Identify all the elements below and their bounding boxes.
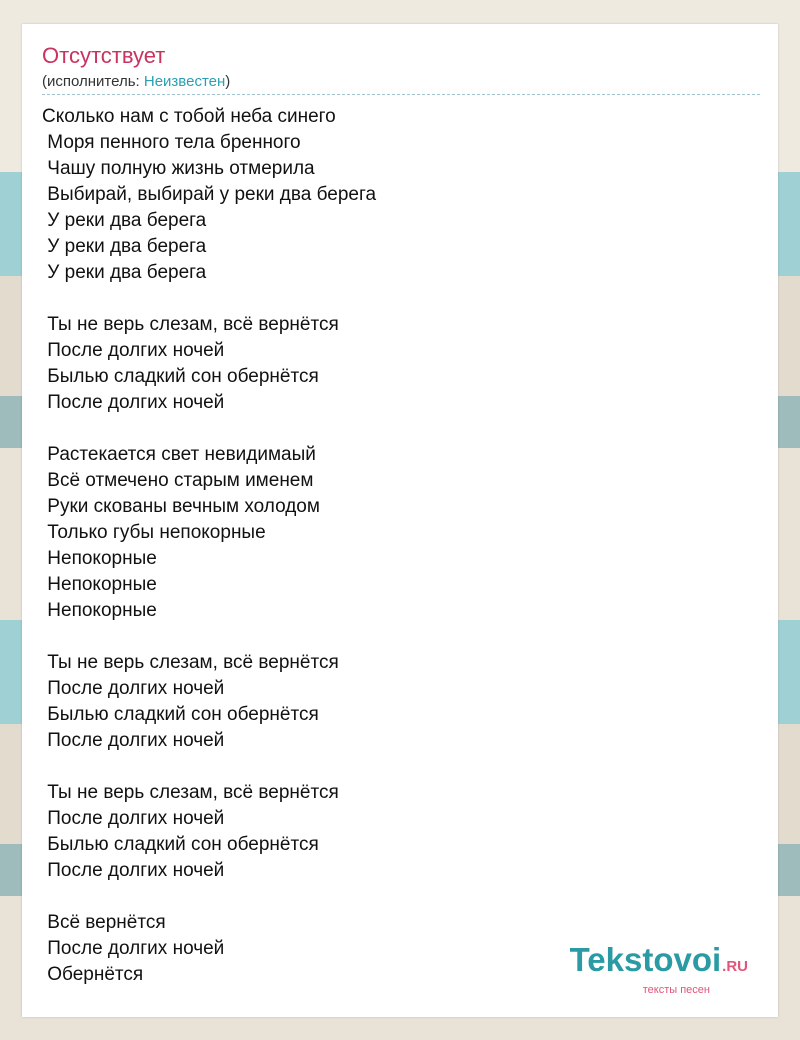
artist-link[interactable]: Неизвестен <box>143 73 226 90</box>
lyric-line: Всё отмечено старым именем <box>42 470 314 491</box>
lyric-line: Растекается свет невидимаый <box>42 444 316 465</box>
logo-tld: .RU <box>722 958 748 975</box>
lyric-line: Непокорные <box>42 548 157 569</box>
lyric-line: Ты не верь слезам, всё вернётся <box>42 314 339 335</box>
lyric-line: Ты не верь слезам, всё вернётся <box>42 782 339 803</box>
logo-wordmark <box>570 943 748 984</box>
lyric-line: После долгих ночей <box>42 938 225 959</box>
lyric-line: Непокорные <box>42 574 157 595</box>
lyric-line: У реки два берега <box>42 262 207 283</box>
song-title: Отсутствует <box>42 43 166 68</box>
lyric-line: У реки два берега <box>42 236 207 257</box>
stanza-break <box>42 624 762 650</box>
stanza-break <box>42 884 762 910</box>
logo-name: Tekstovoi <box>569 941 722 978</box>
lyric-line: Былью сладкий сон обернётся <box>42 834 319 855</box>
site-logo[interactable] <box>570 943 748 996</box>
lyric-line: После долгих ночей <box>42 678 225 699</box>
artist-line <box>42 73 230 90</box>
lyrics-text <box>42 104 762 988</box>
lyric-line: Выбирай, выбирай у реки два берега <box>42 184 377 205</box>
lyrics-card <box>22 24 778 1017</box>
lyric-line: У реки два берега <box>42 210 207 231</box>
title-divider <box>42 94 760 95</box>
lyric-line: После долгих ночей <box>42 808 225 829</box>
lyric-line: Былью сладкий сон обернётся <box>42 704 319 725</box>
logo-tagline: тексты песен <box>642 984 710 996</box>
lyric-line: Руки скованы вечным холодом <box>42 496 320 517</box>
lyric-line: Моря пенного тела бренного <box>42 132 301 153</box>
stanza-break <box>42 754 762 780</box>
lyric-line: После долгих ночей <box>42 730 225 751</box>
stanza-break <box>42 286 762 312</box>
lyric-line: После долгих ночей <box>42 392 225 413</box>
lyric-line: После долгих ночей <box>42 860 225 881</box>
lyric-line: Ты не верь слезам, всё вернётся <box>42 652 339 673</box>
lyric-line: Чашу полную жизнь отмерила <box>42 158 315 179</box>
lyric-line: Только губы непокорные <box>42 522 266 543</box>
lyric-line: Былью сладкий сон обернётся <box>42 366 319 387</box>
artist-suffix: ) <box>225 73 231 90</box>
lyric-line: Обернётся <box>42 964 144 985</box>
lyric-line: Всё вернётся <box>42 912 166 933</box>
artist-prefix: (исполнитель: <box>42 73 144 90</box>
lyric-line: После долгих ночей <box>42 340 225 361</box>
lyric-line: Непокорные <box>42 600 157 621</box>
stanza-break <box>42 416 762 442</box>
lyric-line: Сколько нам с тобой неба синего <box>42 106 336 127</box>
